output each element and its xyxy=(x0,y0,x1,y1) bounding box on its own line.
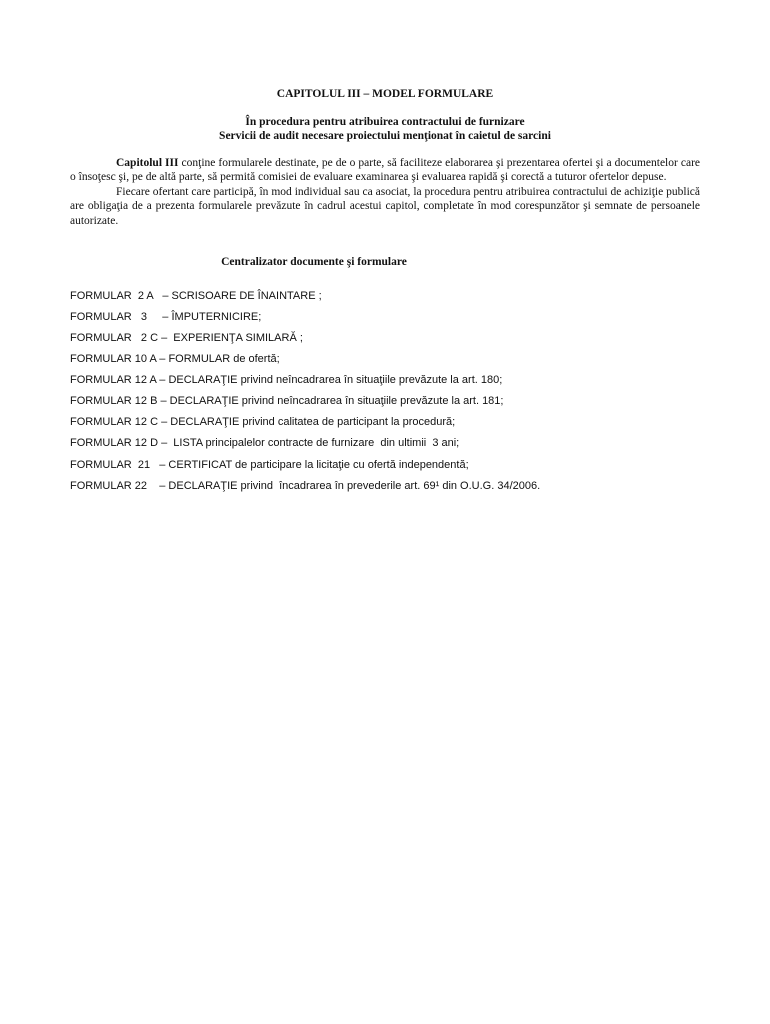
list-item xyxy=(70,415,455,429)
form-code: FORMULAR 3 xyxy=(70,311,163,323)
form-code: FORMULAR 2 C – xyxy=(70,332,171,344)
form-code: FORMULAR 12 B xyxy=(70,395,161,407)
form-description: – DECLARAŢIE privind neîncadrarea în situaţiile prevăzute la art. 180; xyxy=(159,374,503,386)
paragraph-1 xyxy=(70,156,700,185)
list-item xyxy=(70,289,322,303)
form-description: LISTA principalelor contracte de furnizare din ultimii 3 ani; xyxy=(170,437,460,449)
list-item xyxy=(70,394,503,408)
form-description: – FORMULAR de ofertă; xyxy=(159,353,280,365)
form-description: – DECLARAŢIE privind calitatea de participant la procedură; xyxy=(161,416,456,428)
form-code: FORMULAR 22 xyxy=(70,480,160,492)
section-title: Centralizator documente şi formulare xyxy=(221,256,407,268)
form-description: – DECLARAŢIE privind neîncadrarea în situaţiile prevăzute la art. 181; xyxy=(160,395,504,407)
paragraph-1-rest: conţine formularele destinate, pe de o parte, să faciliteze elaborarea şi prezentarea ofertei şi a documentelor care o însoţesc şi, pe de altă parte, să permită comisiei de evaluare examinarea şi evaluarea rapidă şi corectă a tuturor ofertelor depuse. xyxy=(70,157,700,184)
list-item xyxy=(70,352,280,366)
subtitle-services: Servicii de audit necesare proiectului menţionat în caietul de sarcini xyxy=(219,130,551,142)
form-description: – DECLARAŢIE privind încadrarea în prevederile art. 69¹ din O.U.G. 34/2006. xyxy=(159,480,541,492)
form-code: FORMULAR 12 A xyxy=(70,374,160,386)
list-item xyxy=(70,458,469,472)
document-title: CAPITOLUL III – MODEL FORMULARE xyxy=(276,88,494,100)
form-code: FORMULAR 10 A xyxy=(70,353,160,365)
list-item xyxy=(70,331,303,345)
subtitle-procedure: În procedura pentru atribuirea contractului de furnizare xyxy=(245,116,525,128)
intro-text xyxy=(70,156,700,228)
list-item xyxy=(70,436,459,450)
form-description: – ÎMPUTERNICIRE; xyxy=(162,311,262,323)
form-code: FORMULAR 2 A xyxy=(70,290,163,302)
form-code: FORMULAR 12 C xyxy=(70,416,162,428)
form-description: – CERTIFICAT de participare la licitaţie cu ofertă independentă; xyxy=(159,459,469,471)
paragraph-2: Fiecare ofertant care participă, în mod individual sau ca asociat, la procedura pentru atribuirea contractului de achiziţie publică are obligaţia de a prezenta formularele prevăzute în cadrul acestui capitol, completate în mod corespunzător şi semnate de persoanele autorizate. xyxy=(70,185,700,227)
list-item xyxy=(70,310,261,324)
paragraph-1-bold: Capitolul III xyxy=(116,157,179,169)
form-code: FORMULAR 21 xyxy=(70,459,160,471)
form-code: FORMULAR 12 D – xyxy=(70,437,171,449)
form-description: – SCRISOARE DE ÎNAINTARE ; xyxy=(162,290,322,302)
list-item xyxy=(70,373,502,387)
list-item xyxy=(70,479,540,493)
form-description: EXPERIENŢA SIMILARĂ ; xyxy=(170,332,303,344)
